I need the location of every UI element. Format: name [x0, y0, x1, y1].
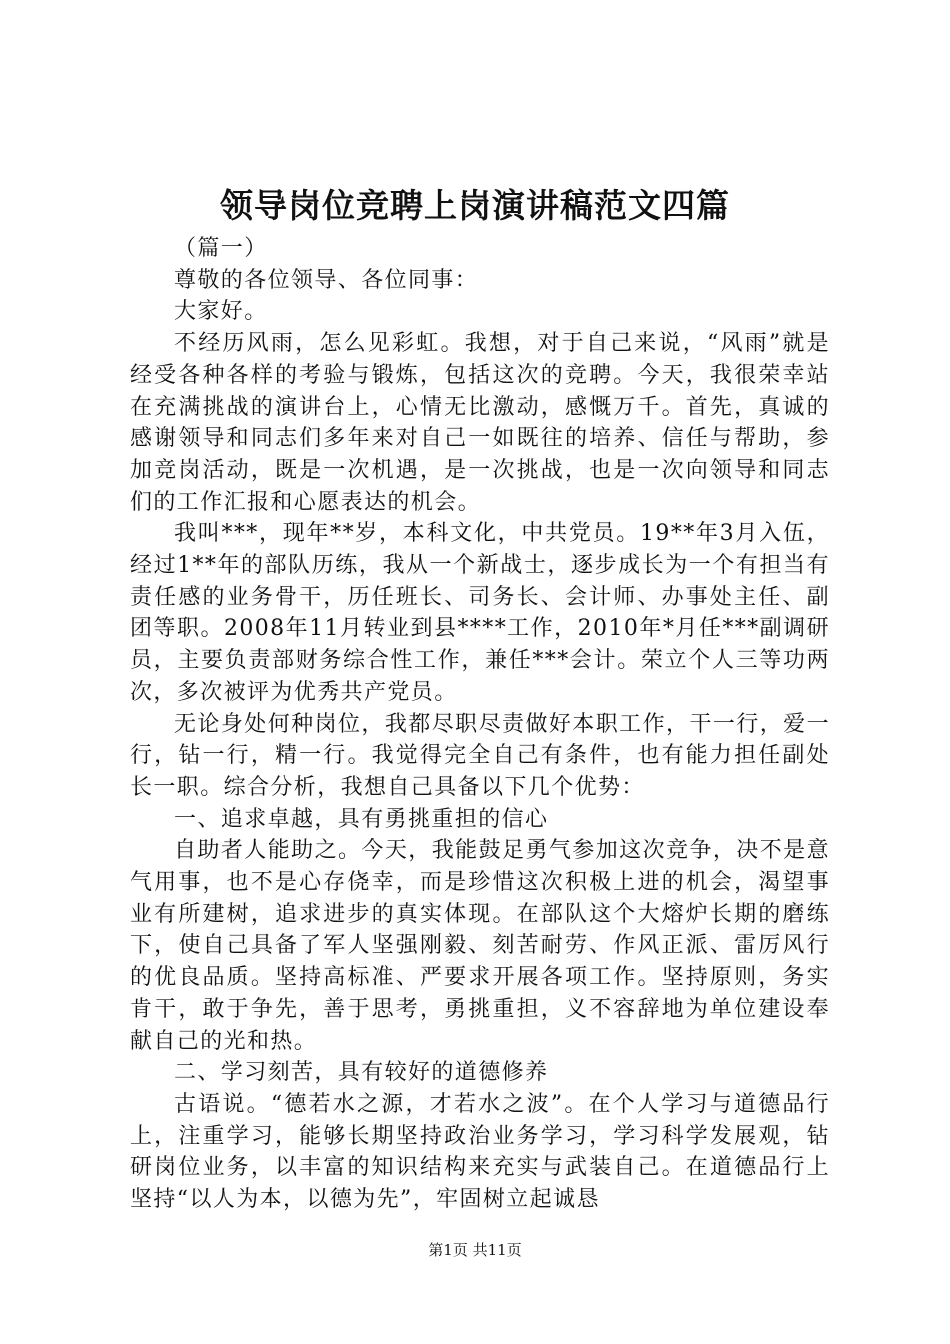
paragraph-section-1: 自助者人能助之。今天，我能鼓足勇气参加这次竞争，决不是意气用事，也不是心存侥幸，而是珍惜这次积极上进的机会，渴望事业有所建树，追求进步的真实体现。在部队这个大熔炉长期的磨练下，使自己具备了军人坚强刚毅、刻苦耐劳、作风正派、雷厉风行的优良品质。坚持高标准、严要求开展各项工作。坚持原则，务实肯干，敢于争先，善于思考，勇挑重担，义不容辞地为单位建设奉献自己的光和热。	[130, 838, 830, 1054]
paragraph-salutation: 尊敬的各位领导、各位同事：	[174, 267, 479, 293]
section-heading-2: 二、学习刻苦，具有较好的道德修养	[174, 1060, 549, 1086]
paragraph-opening: 不经历风雨，怎么见彩虹。我想，对于自己来说，“风雨”就是经受各种各样的考验与锻炼，包括这次的竞聘。今天，我很荣幸站在充满挑战的演讲台上，心情无比激动，感慨万千。首先，真诚的感谢领导和同志们多年来对自己一如既往的培养、信任与帮助，参加竞岗活动，既是一次机遇，是一次挑战，也是一次向领导和同志们的工作汇报和心愿表达的机会。	[130, 331, 830, 515]
paragraph-advantages-intro: 无论身处何种岗位，我都尽职尽责做好本职工作，干一行，爱一行，钻一行，精一行。我觉得完全自己有条件，也有能力担任副处长一职。综合分析，我想自己具备以下几个优势：	[130, 711, 830, 800]
paragraph-greeting: 大家好。	[174, 299, 268, 325]
page-footer: 第1页 共11页	[428, 1241, 522, 1259]
section-heading-1: 一、追求卓越，具有勇挑重担的信心	[174, 806, 549, 832]
paragraph-introduction: 我叫***，现年**岁，本科文化，中共党员。19**年3月入伍，经过1**年的部队历练，我从一个新战士，逐步成长为一个有担当有责任感的业务骨干，历任班长、司务长、会计师、办事处主任、副团等职。2008年11月转业到县****工作，2010年*月任***副调研员，主要负责部财务综合性工作，兼任***会计。荣立个人三等功两次，多次被评为优秀共产党员。	[130, 521, 830, 705]
document-body	[130, 233, 830, 1216]
document-title: 领导岗位竞聘上岗演讲稿范文四篇	[220, 186, 730, 225]
paragraph-section-label: （篇一）	[174, 236, 268, 261]
paragraph-section-2: 古语说。“德若水之源，才若水之波”。在个人学习与道德品行上，注重学习，能够长期坚持政治业务学习，学习科学发展观，钻研岗位业务，以丰富的知识结构来充实与武装自己。在道德品行上坚持“以人为本，以德为先”，牢固树立起诚恳	[130, 1091, 830, 1213]
